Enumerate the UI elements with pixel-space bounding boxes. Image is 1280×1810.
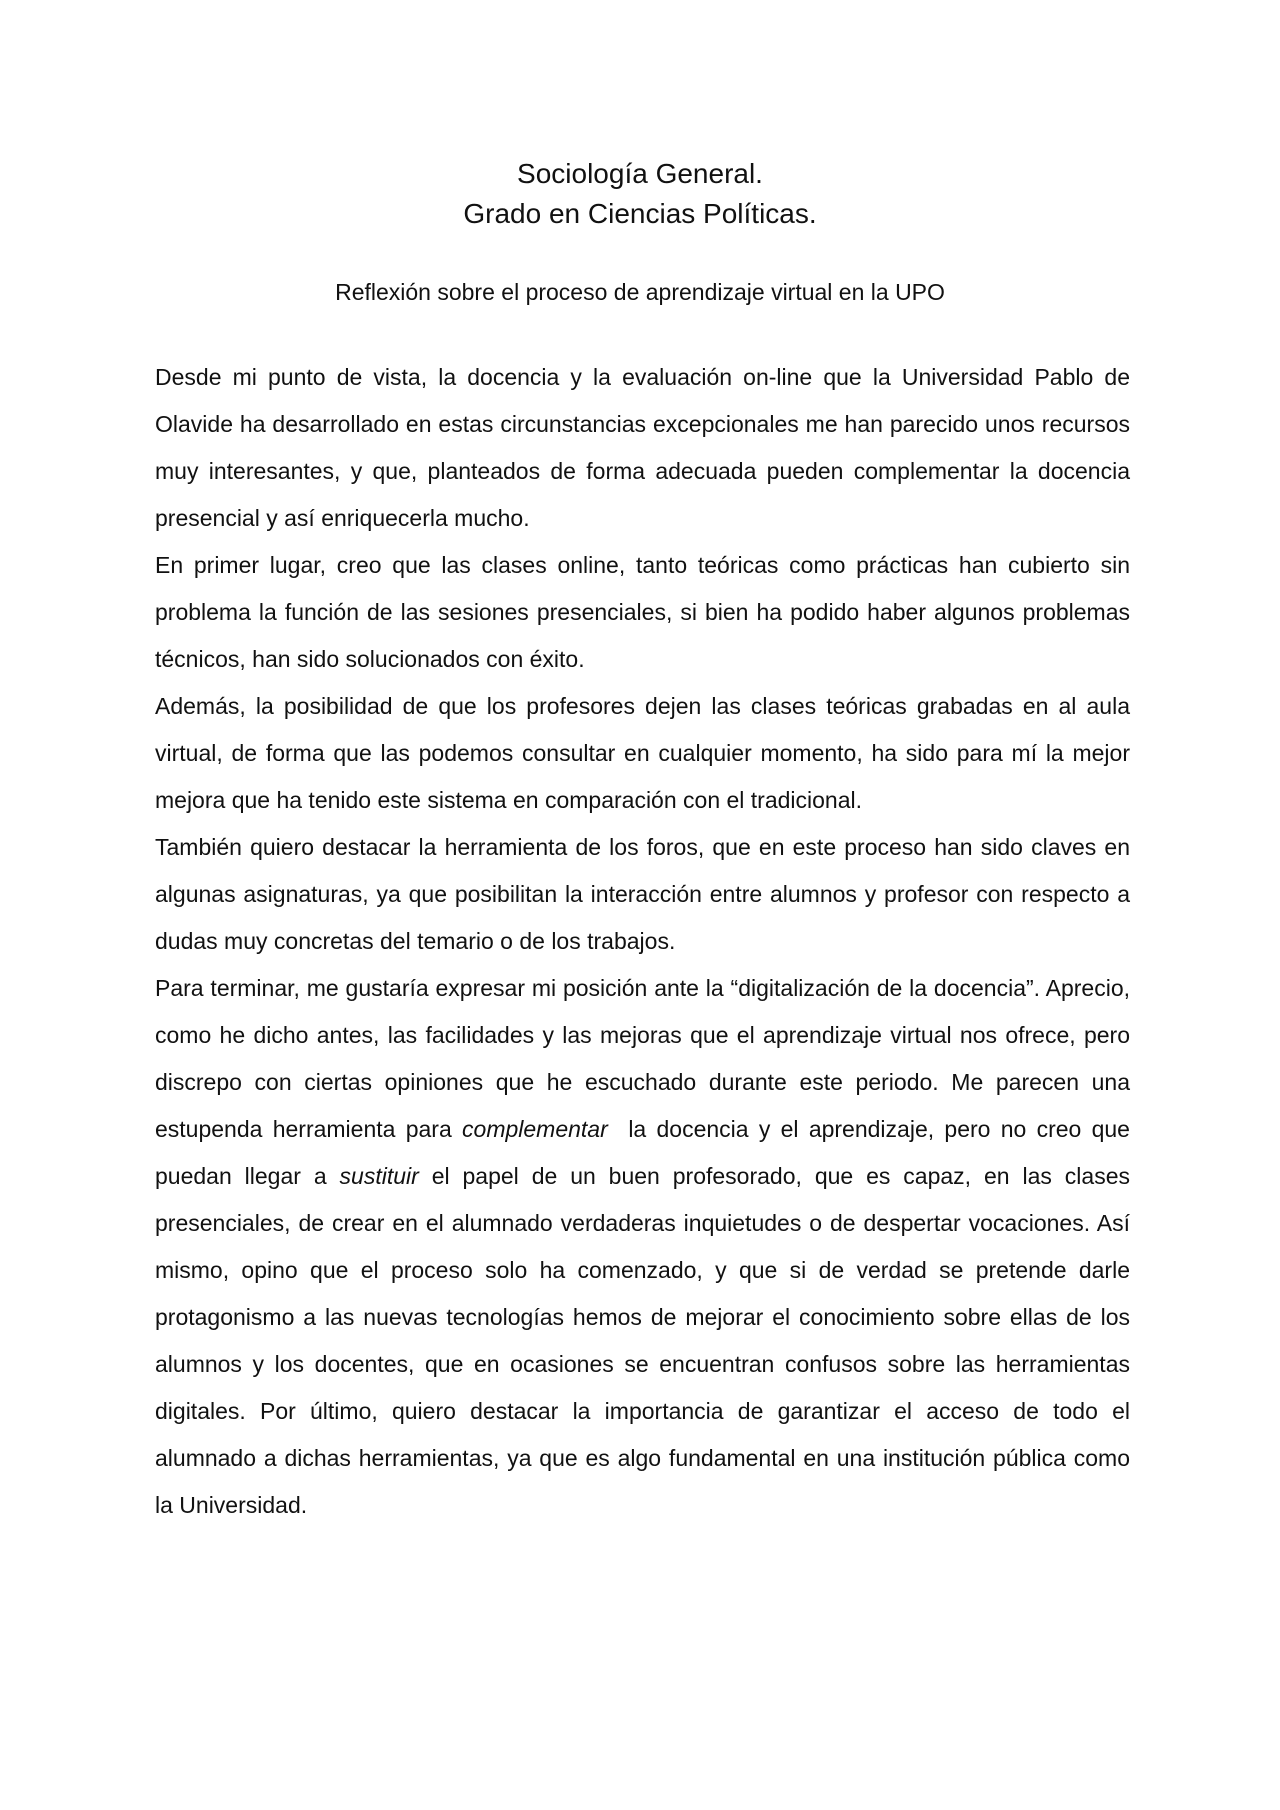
course-title: Sociología General.	[517, 158, 763, 189]
paragraph-5-text-3: el papel de un buen profesorado, que es capaz, en las clases presenciales, de crear en el alumnado verdaderas inquietudes o de despertar vocaciones. Así mismo, opino que el proceso solo ha comenzado, y que si de verdad se pretende darle protagonismo a las nuevas tecnologías hemos de mejorar el conocimiento sobre ellas de los alumnos y los docentes, que en ocasiones se encuentran confusos sobre las herramientas digitales. Por último, quiero destacar la importancia de garantizar el acceso de todo el alumnado a dichas herramientas, ya que es algo fundamental en una institución pública como la Universidad.	[155, 1163, 1130, 1518]
document-header	[0, 154, 1280, 234]
paragraph-5	[155, 965, 1137, 1529]
degree-title: Grado en Ciencias Políticas.	[463, 198, 817, 229]
paragraph-1: Desde mi punto de vista, la docencia y la evaluación on-line que la Universidad Pablo de Olavide ha desarrollado en estas circunstancias excepcionales me han parecido unos recursos muy interesantes, y que, planteados de forma adecuada pueden complementar la docencia presencial y así enriquecerla mucho.	[155, 364, 1130, 531]
emphasis-complementar: complementar	[462, 1116, 608, 1142]
document-body	[155, 354, 1137, 1529]
document-subtitle: Reflexión sobre el proceso de aprendizaje virtual en la UPO	[335, 279, 945, 305]
emphasis-sustituir: sustituir	[339, 1163, 419, 1189]
paragraph-3: Además, la posibilidad de que los profesores dejen las clases teóricas grabadas en al aula virtual, de forma que las podemos consultar en cualquier momento, ha sido para mí la mejor mejora que ha tenido este sistema en comparación con el tradicional.	[155, 693, 1130, 813]
paragraph-4: También quiero destacar la herramienta de los foros, que en este proceso han sido claves en algunas asignaturas, ya que posibilitan la interacción entre alumnos y profesor con respecto a dudas muy concretas del temario o de los trabajos.	[155, 834, 1130, 954]
paragraph-2: En primer lugar, creo que las clases online, tanto teóricas como prácticas han cubierto sin problema la función de las sesiones presenciales, si bien ha podido haber algunos problemas técnicos, han sido solucionados con éxito.	[155, 552, 1130, 672]
paragraph-5-text-2: la docencia y el aprendizaje, pero no creo que puedan llegar a	[155, 1116, 1137, 1189]
paragraph-5-text-1: Para terminar, me gustaría expresar mi posición ante la “digitalización de la docencia”. Aprecio, como he dicho antes, las facilidades y las mejoras que el aprendizaje virtual nos ofrece, pero discrepo con ciertas opiniones que he escuchado durante este periodo. Me parecen una estupenda herramienta para	[155, 975, 1130, 1142]
